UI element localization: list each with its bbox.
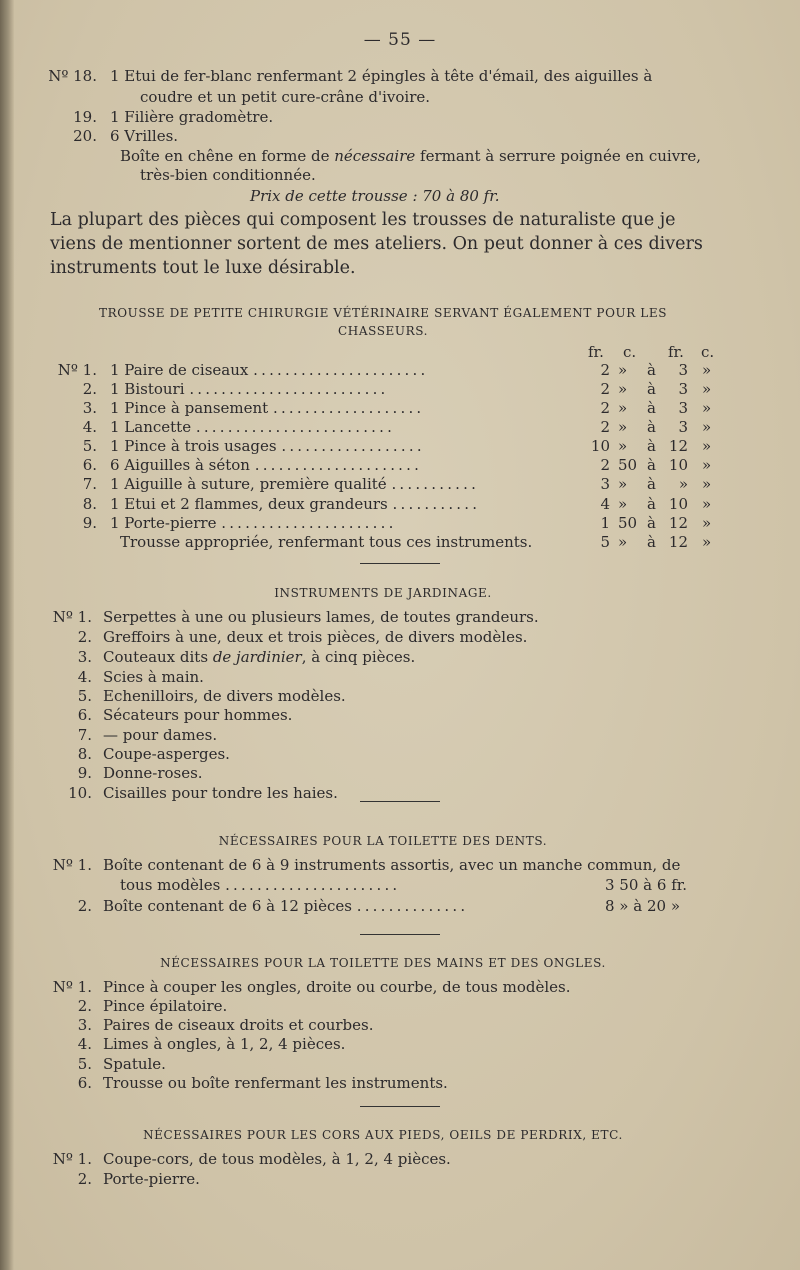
item-text: Limes à ongles, à 1, 2, 4 pièces. bbox=[103, 1035, 346, 1053]
item-number: Nº 1. bbox=[52, 1150, 92, 1168]
text-part: 1 Aiguille à suture, première qualité bbox=[110, 475, 387, 493]
price-c-min: » bbox=[618, 475, 628, 493]
text-part: Boîte en chêne en forme de bbox=[120, 147, 335, 165]
price-c-min: 50 bbox=[618, 514, 638, 532]
item-text: Cisailles pour tondre les haies. bbox=[103, 784, 338, 802]
price-fr-min: 2 bbox=[600, 399, 610, 417]
list-item bbox=[0, 1150, 800, 1172]
list-item bbox=[0, 187, 800, 209]
price-c-min: » bbox=[618, 418, 628, 436]
price-c-max: » bbox=[702, 437, 712, 455]
price-c-max: » bbox=[702, 514, 712, 532]
price-c-max: » bbox=[702, 456, 712, 474]
item-text: Greffoirs à une, deux et trois pièces, de divers modèles. bbox=[103, 628, 528, 646]
list-item bbox=[0, 764, 800, 786]
price-a: à bbox=[647, 399, 656, 417]
list-item bbox=[0, 608, 800, 630]
price-fr-min: 2 bbox=[600, 418, 610, 436]
leader-dots: ...................... bbox=[225, 876, 401, 894]
list-item bbox=[0, 1035, 800, 1057]
italic-word: de jardinier bbox=[212, 648, 302, 666]
item-number: 3. bbox=[82, 399, 97, 417]
price-c-max: » bbox=[702, 533, 712, 551]
price-c-min: » bbox=[618, 399, 628, 417]
list-item bbox=[0, 67, 800, 89]
text-part: tous modèles bbox=[120, 876, 221, 894]
item-text bbox=[110, 456, 422, 474]
item-number: Nº 1. bbox=[52, 856, 92, 874]
price-c-max: » bbox=[702, 495, 712, 513]
item-number: 4. bbox=[77, 668, 92, 686]
price-c-min: » bbox=[618, 361, 628, 379]
text-part: , à cinq pièces. bbox=[301, 648, 416, 666]
price-fr-max: 12 bbox=[668, 533, 688, 551]
item-number: 3. bbox=[77, 648, 92, 666]
list-item bbox=[0, 897, 800, 919]
list-item bbox=[0, 784, 800, 806]
item-text bbox=[110, 514, 397, 532]
item-number: 6. bbox=[82, 456, 97, 474]
item-text bbox=[120, 147, 701, 165]
item-number: 6. bbox=[77, 1074, 92, 1092]
item-text: Spatule. bbox=[103, 1055, 166, 1073]
item-number: 10. bbox=[68, 784, 92, 802]
price-c-max: » bbox=[702, 418, 712, 436]
list-item bbox=[0, 1170, 800, 1192]
price-fr-max: 3 bbox=[678, 380, 688, 398]
price-fr-max: 10 bbox=[668, 495, 688, 513]
item-number: 4. bbox=[82, 418, 97, 436]
text-part: Boîte contenant de 6 à 12 pièces bbox=[103, 897, 352, 915]
item-text bbox=[120, 533, 532, 551]
item-number: 8. bbox=[82, 495, 97, 513]
price-note: Prix de cette trousse : 70 à 80 fr. bbox=[250, 187, 500, 205]
item-text: 1 Filière gradomètre. bbox=[110, 108, 274, 126]
item-number: 2. bbox=[82, 380, 97, 398]
list-item bbox=[0, 127, 800, 149]
header-c: c. bbox=[623, 343, 637, 361]
item-number: 5. bbox=[77, 687, 92, 705]
price-c-max: » bbox=[702, 475, 712, 493]
item-number: Nº 18. bbox=[48, 67, 97, 85]
header-fr: fr. bbox=[668, 343, 684, 361]
item-number: 6. bbox=[77, 706, 92, 724]
price-fr-max: 3 bbox=[678, 361, 688, 379]
item-text: Donne-roses. bbox=[103, 764, 203, 782]
price-c-min: » bbox=[618, 437, 628, 455]
item-text: — pour dames. bbox=[103, 726, 218, 744]
item-text: Trousse ou boîte renfermant les instruments. bbox=[103, 1074, 448, 1092]
text-part: 1 Bistouri bbox=[110, 380, 185, 398]
item-text: Coupe-cors, de tous modèles, à 1, 2, 4 pièces. bbox=[103, 1150, 451, 1168]
section-heading: INSTRUMENTS DE JARDINAGE. bbox=[274, 586, 492, 600]
item-text bbox=[110, 380, 389, 398]
item-number: 9. bbox=[82, 514, 97, 532]
section-heading: TROUSSE DE PETITE CHIRURGIE VÉTÉRINAIRE SERVANT ÉGALEMENT POUR LES bbox=[98, 306, 668, 320]
item-text: Sécateurs pour hommes. bbox=[103, 706, 293, 724]
section-heading: NÉCESSAIRES POUR LA TOILETTE DES MAINS ET DES ONGLES. bbox=[160, 956, 606, 970]
item-text: 6 Vrilles. bbox=[110, 127, 179, 145]
item-number: 9. bbox=[77, 764, 92, 782]
price-fr-min: 2 bbox=[600, 456, 610, 474]
section-heading: CHASSEURS. bbox=[337, 324, 429, 338]
page-number: — 55 — bbox=[363, 30, 437, 50]
leader-dots: ........... bbox=[391, 475, 480, 493]
price-a: à bbox=[647, 418, 656, 436]
italic-word: nécessaire bbox=[334, 147, 416, 165]
price-a: à bbox=[647, 533, 656, 551]
item-text bbox=[110, 495, 480, 513]
price-c-max: » bbox=[702, 399, 712, 417]
item-number: 2. bbox=[77, 897, 92, 915]
price-fr-max: 3 bbox=[678, 418, 688, 436]
leader-dots: .................. bbox=[281, 437, 425, 455]
leader-dots: ........... bbox=[392, 495, 481, 513]
price-fr-max: 3 bbox=[678, 399, 688, 417]
leader-dots: ................... bbox=[272, 399, 425, 417]
item-text: Scies à main. bbox=[103, 668, 204, 686]
item-text: Pince épilatoire. bbox=[103, 997, 228, 1015]
price-a: à bbox=[647, 495, 656, 513]
price-fr-max: 12 bbox=[668, 437, 688, 455]
paragraph-line: viens de mentionner sortent de mes ateliers. On peut donner à ces divers bbox=[50, 234, 703, 254]
item-number: 7. bbox=[82, 475, 97, 493]
list-item bbox=[0, 876, 800, 898]
item-text bbox=[110, 361, 428, 379]
item-number: 3. bbox=[77, 1016, 92, 1034]
header-fr: fr. bbox=[588, 343, 604, 361]
item-text bbox=[110, 437, 425, 455]
item-number: Nº 1. bbox=[52, 608, 92, 626]
item-text: très-bien conditionnée. bbox=[140, 166, 316, 184]
leader-dots: ......................... bbox=[195, 418, 396, 436]
price-a: à bbox=[647, 380, 656, 398]
text-part: 1 Porte-pierre bbox=[110, 514, 217, 532]
paragraph-line: instruments tout le luxe désirable. bbox=[50, 258, 356, 278]
price-c-max: » bbox=[702, 380, 712, 398]
item-text bbox=[110, 475, 479, 493]
list-item bbox=[0, 706, 800, 728]
item-text bbox=[110, 418, 395, 436]
intro-paragraph bbox=[50, 208, 715, 280]
divider bbox=[360, 563, 440, 564]
item-number: 2. bbox=[77, 628, 92, 646]
price-fr-min: 1 bbox=[600, 514, 610, 532]
item-price: 3 50 à 6 fr. bbox=[605, 876, 688, 894]
item-text: Porte-pierre. bbox=[103, 1170, 200, 1188]
table-row bbox=[0, 533, 800, 555]
text-part: Trousse appropriée, renfermant tous ces instruments. bbox=[120, 533, 533, 551]
price-c-min: 50 bbox=[618, 456, 638, 474]
leader-dots: ...................... bbox=[253, 361, 429, 379]
price-c-max: » bbox=[702, 361, 712, 379]
item-number: Nº 1. bbox=[57, 361, 97, 379]
header-c: c. bbox=[701, 343, 715, 361]
list-item bbox=[0, 166, 800, 188]
item-number: 8. bbox=[77, 745, 92, 763]
text-part: 6 Aiguilles à séton bbox=[110, 456, 250, 474]
item-text: 1 Etui de fer-blanc renfermant 2 épingles à tête d'émail, des aiguilles à bbox=[110, 67, 653, 85]
price-c-min: » bbox=[618, 533, 628, 551]
item-text: Boîte contenant de 6 à 9 instruments assortis, avec un manche commun, de bbox=[103, 856, 681, 874]
text-part: fermant à serrure poignée en cuivre, bbox=[415, 147, 702, 165]
price-a: à bbox=[647, 361, 656, 379]
text-part: 1 Pince à trois usages bbox=[110, 437, 277, 455]
price-fr-min: 3 bbox=[600, 475, 610, 493]
price-a: à bbox=[647, 475, 656, 493]
item-text: Echenilloirs, de divers modèles. bbox=[103, 687, 346, 705]
item-text bbox=[110, 399, 424, 417]
price-fr-max: 10 bbox=[668, 456, 688, 474]
price-fr-max: 12 bbox=[668, 514, 688, 532]
price-a: à bbox=[647, 514, 656, 532]
leader-dots: .............. bbox=[356, 897, 469, 915]
divider bbox=[360, 801, 440, 802]
table-row bbox=[0, 475, 800, 497]
text-part: 1 Paire de ciseaux bbox=[110, 361, 249, 379]
divider bbox=[360, 1106, 440, 1107]
text-part: Couteaux dits bbox=[103, 648, 213, 666]
price-fr-min: 4 bbox=[600, 495, 610, 513]
price-fr-min: 2 bbox=[600, 380, 610, 398]
list-item bbox=[0, 628, 800, 650]
item-number: 5. bbox=[77, 1055, 92, 1073]
item-number: 19. bbox=[73, 108, 97, 126]
price-c-min: » bbox=[618, 380, 628, 398]
price-c-min: » bbox=[618, 495, 628, 513]
paragraph-line: La plupart des pièces qui composent les trousses de naturaliste que je bbox=[50, 210, 676, 230]
item-text bbox=[103, 648, 415, 666]
section-heading: NÉCESSAIRES POUR LA TOILETTE DES DENTS. bbox=[218, 834, 548, 848]
leader-dots: ..................... bbox=[254, 456, 423, 474]
text-part: 1 Lancette bbox=[110, 418, 192, 436]
price-fr-min: 2 bbox=[600, 361, 610, 379]
list-item bbox=[0, 856, 800, 878]
item-number: 20. bbox=[73, 127, 97, 145]
price-fr-min: 10 bbox=[590, 437, 610, 455]
item-text bbox=[103, 897, 468, 915]
item-text: coudre et un petit cure-crâne d'ivoire. bbox=[140, 88, 431, 106]
leader-dots: ......................... bbox=[189, 380, 389, 398]
list-item bbox=[0, 1074, 800, 1096]
item-price: 8 » à 20 » bbox=[605, 897, 680, 915]
price-fr-min: 5 bbox=[600, 533, 610, 551]
list-item bbox=[0, 88, 800, 110]
item-text: Serpettes à une ou plusieurs lames, de toutes grandeurs. bbox=[103, 608, 539, 626]
section-heading: NÉCESSAIRES POUR LES CORS AUX PIEDS, OEILS DE PERDRIX, ETC. bbox=[143, 1128, 623, 1142]
item-number: Nº 1. bbox=[52, 978, 92, 996]
item-text bbox=[120, 876, 400, 894]
price-a: à bbox=[647, 437, 656, 455]
item-number: 4. bbox=[77, 1035, 92, 1053]
item-text: Paires de ciseaux droits et courbes. bbox=[103, 1016, 374, 1034]
leader-dots: ...................... bbox=[221, 514, 397, 532]
list-item bbox=[0, 648, 800, 670]
text-part: 1 Etui et 2 flammes, deux grandeurs bbox=[110, 495, 388, 513]
item-number: 2. bbox=[77, 997, 92, 1015]
item-number: 2. bbox=[77, 1170, 92, 1188]
item-number: 5. bbox=[82, 437, 97, 455]
price-fr-max: » bbox=[678, 475, 688, 493]
text-part: 1 Pince à pansement bbox=[110, 399, 269, 417]
divider bbox=[360, 934, 440, 935]
item-text: Pince à couper les ongles, droite ou courbe, de tous modèles. bbox=[103, 978, 571, 996]
item-number: 7. bbox=[77, 726, 92, 744]
item-text: Coupe-asperges. bbox=[103, 745, 230, 763]
price-a: à bbox=[647, 456, 656, 474]
